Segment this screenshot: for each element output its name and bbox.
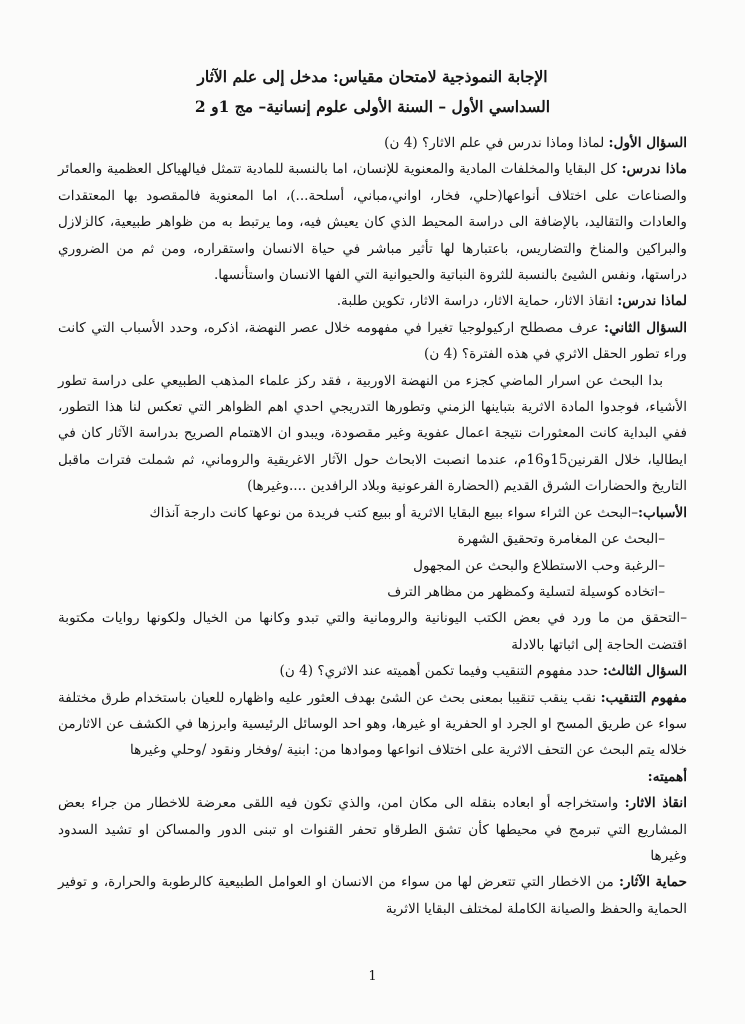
q2-reason-4: –اتخاده كوسيلة لتسلية وكمظهر من مظاهر الترف <box>387 583 665 600</box>
q3-importance-label: أهميته: <box>647 768 687 785</box>
q3-concept-label: مفهوم التنقيب: <box>600 689 687 706</box>
document-title: الإجابة النموذجية لامتحان مقياس: مدخل إلى علم الآثار <box>197 67 548 86</box>
q1-why-label: لماذا ندرس: <box>617 293 687 310</box>
q3-protect-paragraph <box>58 869 687 922</box>
q3-rescue-label: انقاذ الاثار: <box>624 795 687 812</box>
question-2-label: السؤال الثاني: <box>604 319 688 336</box>
q2-reason-5: –التحقق من ما ورد في بعض الكتب اليونانية والرومانية والتي تبدو وكانها من الخيال ولكونها روايات مكتوبة اقتضت الحاجة إلى اثباتها بالادلة <box>58 610 687 653</box>
q3-concept-paragraph <box>58 685 687 764</box>
document-subtitle: السداسي الأول – السنة الأولى علوم إنسانية– مج 1و 2 <box>194 97 551 116</box>
question-1 <box>58 130 687 156</box>
q3-protect-label: حماية الآثار: <box>618 874 687 891</box>
q3-rescue-text: واستخراجه أو ابعاده بنقله الى مكان امن، والذي تكون فيه اللقى معرضة للاخطار من جراء بعض المشاريع التي تبرمج في محيطها كأن تشق الطرقاو تحفر القنوات او تبنى الدور والمساكن او تشيد السدود وغيرها <box>58 795 687 864</box>
question-2 <box>58 315 687 368</box>
q1-why-paragraph <box>58 288 687 314</box>
question-2-text: عرف مصطلح اركيولوجيا تغيرا في مفهومه خلال عصر النهضة، اذكره، وحدد الأسباب التي كانت وراء تطور الحقل الاثري في هذه الفترة؟ (4 ن) <box>58 319 687 363</box>
page-number: 1 <box>368 969 377 984</box>
question-1-text: لماذا وماذا ندرس في علم الاثار؟ (4 ن) <box>384 135 609 151</box>
q2-reason-1-text: –البحث عن الثراء سواء ببيع البقايا الاثرية أو ببيع كتب فريدة من نوعها كانت دارجة آنذاك <box>149 504 639 521</box>
q1-what-paragraph <box>58 156 687 288</box>
q2-answer-paragraph: بدا البحث عن اسرار الماضي كجزء من النهضة الاوربية ، فقد ركز علماء المذهب الطبيعي على دراسة تطور الأشياء، فوجدوا المادة الاثرية بتباينها الزمني وتطورها التدريجي احدي اهم الظواهر التي تعكس لنا هذا التطور، ففي البداية كانت المعثورات نتيجة اعمال عفوية وغير مقصودة، ويبدو ان الاهتمام الصريح بدراسة الآثار كان في ايطاليا، خلال القرنين15و16م، عندما انصبت الابحاث حول الآثار الاغريقية والروماني، ثم شملت فترات ماقبل التاريخ والحضارات الشرق القديم (الحضارة الفرعونية وبلاد الرافدين ....وغيرها) <box>58 372 687 495</box>
q2-reason-3: –الرغبة وحب الاستطلاع والبحث عن المجهول <box>413 557 665 574</box>
q1-what-text: كل البقايا والمخلفات المادية والمعنوية للإنسان، اما بالنسبة للمادية تتمثل فيالهياكل العظمية والعمائر والصناعات على اختلاف أنواعها(حلي، فخار، اواني،مباني، أسلحة...)، اما المعنوية فالمقصود بها المعتقدات والعادات والتقاليد، بالإضافة الى دراسة المحيط الذي كان يعيش فيه، وما يرتبط به من ظواهر طبيعية، كالزلازل والبراكين والمناخ والتضاريس، باعتبارها لها تأثير مباشر في حياة الانسان واستقراره، ومن ثم من الضروري دراستها، ونفس الشيئ بالنسبة للثروة النباتية والحيوانية التي الفها الانسان واستأنسها. <box>58 161 687 284</box>
q3-concept-text: نقب ينقب تنقيبا بمعنى بحث عن الشئ بهدف العثور عليه واظهاره للعيان باستخدام طرق مختلفة سواء عن طريق المسح او الجرد او الحفرية او غيرها، وهو احد الوسائل الرئيسية وابرزها في الكشف عن الاثارمن خلاله يتم البحث عن التحف الاثرية على اختلاف انواعها وموادها من: ابنية /وفخار ونقود /وحلي وغيرها <box>58 689 687 759</box>
q3-rescue-paragraph <box>58 790 687 869</box>
question-3-text: حدد مفهوم التنقيب وفيما تكمن أهميته عند الاثري؟ (4 ن) <box>279 663 603 680</box>
question-3-label: السؤال الثالث: <box>602 663 687 680</box>
q2-reason-2: –البحث عن المغامرة وتحقيق الشهرة <box>457 531 665 548</box>
q3-protect-text: من الاخطار التي تتعرض لها من سواء من الانسان او العوامل الطبيعية كالرطوبة والحرارة، و توفير الحماية والحفظ والصيانة الكاملة لمختلف البقايا الاثرية <box>58 874 687 917</box>
question-3 <box>58 658 687 684</box>
question-1-label: السؤال الأول: <box>608 135 687 151</box>
q2-reasons-label: الأسباب: <box>638 504 687 521</box>
q1-what-label: ماذا ندرس: <box>621 161 687 178</box>
q2-reason-1 <box>58 500 687 526</box>
q1-why-text: انقاذ الاثار، حماية الاثار، دراسة الاثار، تكوين طلبة. <box>336 293 618 310</box>
